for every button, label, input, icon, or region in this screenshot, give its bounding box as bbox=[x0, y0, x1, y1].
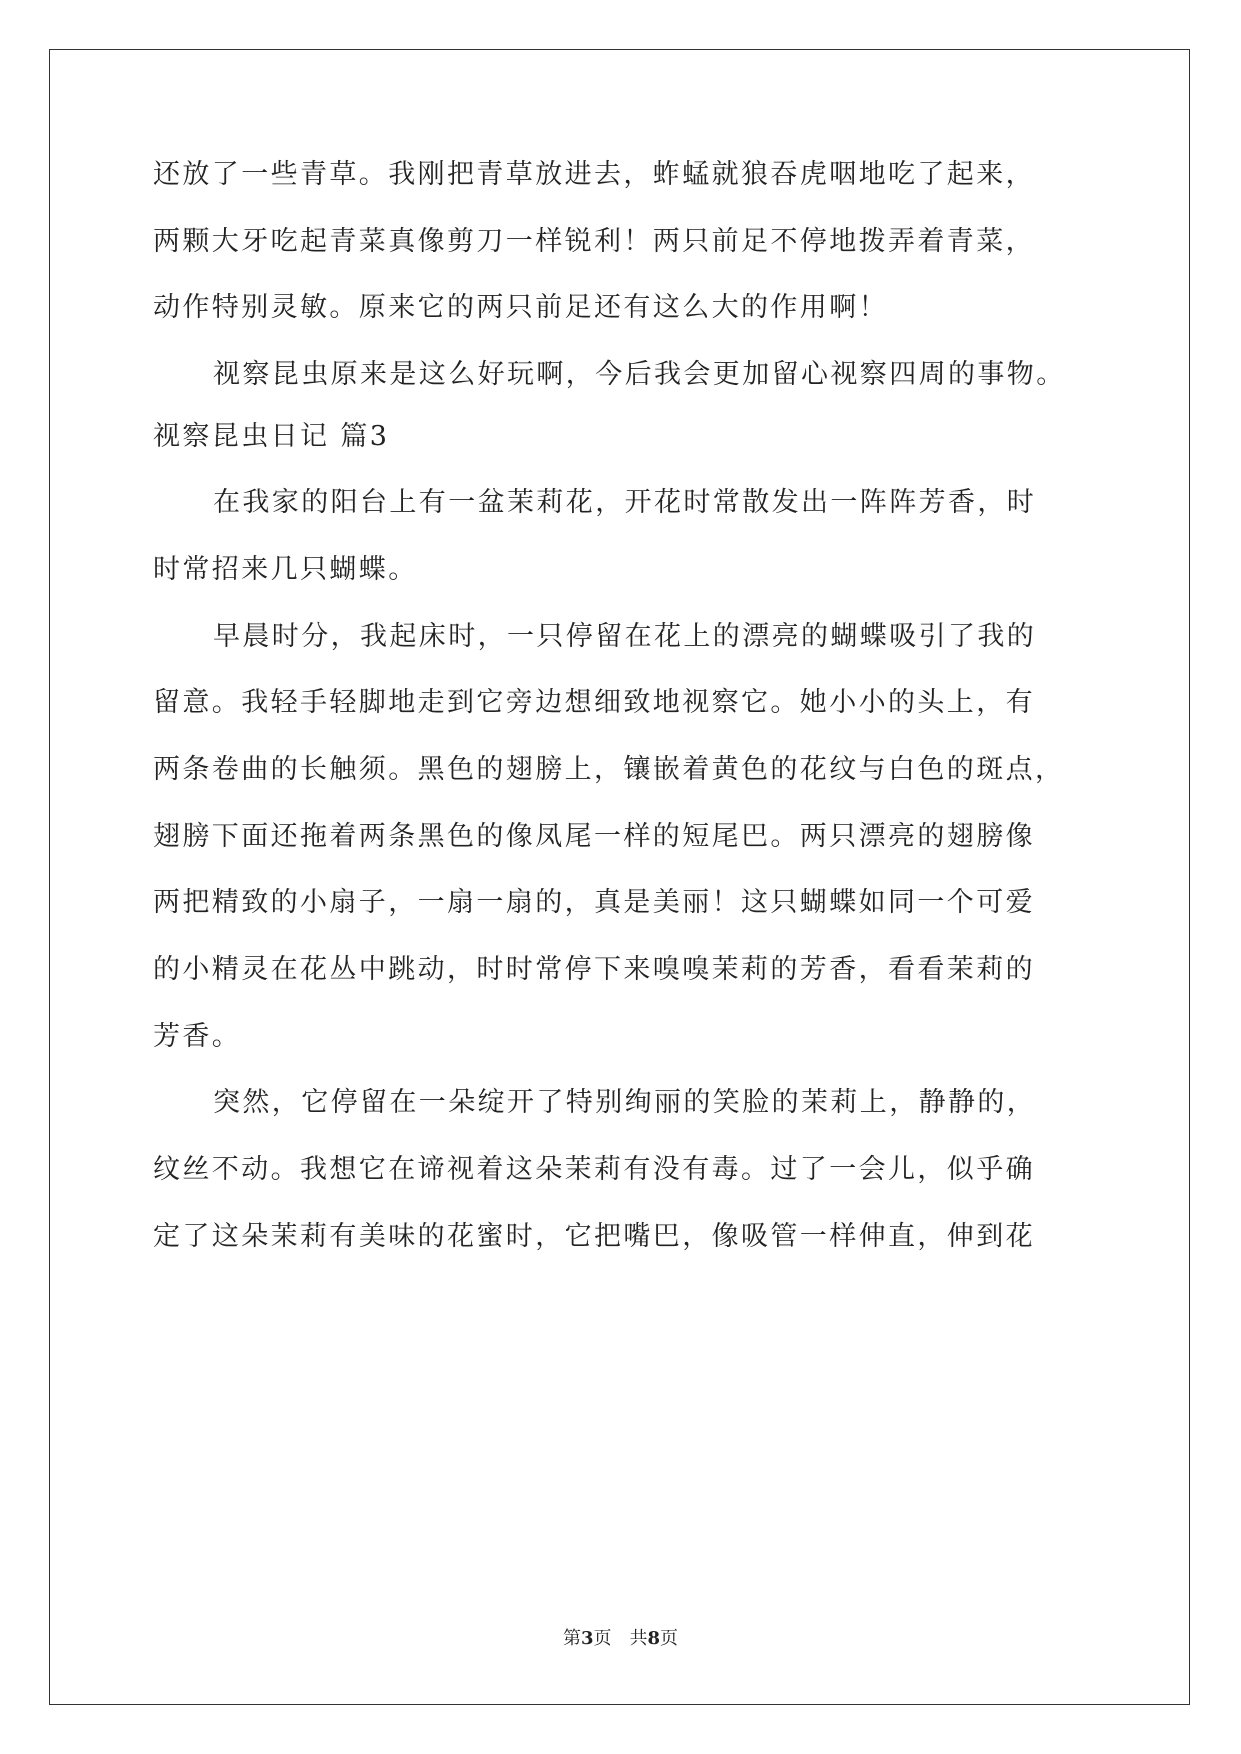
text-line: 的小精灵在花丛中跳动，时时常停下来嗅嗅茉莉的芳香，看看茉莉的 bbox=[153, 954, 1035, 985]
text-line: 留意。我轻手轻脚地走到它旁边想细致地视察它。她小小的头上，有 bbox=[153, 687, 1035, 718]
text-line: 突然，它停留在一朵绽开了特别绚丽的笑脸的茉莉上，静静的， bbox=[213, 1087, 1037, 1118]
text-line: 视察昆虫原来是这么好玩啊，今后我会更加留心视察四周的事物。 bbox=[213, 359, 1066, 390]
footer-suffix: 页 bbox=[660, 1628, 679, 1649]
text-line: 两条卷曲的长触须。黑色的翅膀上，镶嵌着黄色的花纹与白色的斑点， bbox=[153, 754, 1065, 785]
text-line: 定了这朵茉莉有美味的花蜜时，它把嘴巴，像吸管一样伸直，伸到花 bbox=[153, 1221, 1035, 1252]
section-heading: 视察昆虫日记 篇3 bbox=[153, 421, 390, 452]
text-line: 还放了一些青草。我刚把青草放进去，蚱蜢就狼吞虎咽地吃了起来， bbox=[153, 159, 1035, 190]
text-line: 早晨时分，我起床时，一只停留在花上的漂亮的蝴蝶吸引了我的 bbox=[213, 621, 1037, 652]
text-line: 时常招来几只蝴蝶。 bbox=[153, 554, 418, 585]
text-line: 动作特别灵敏。原来它的两只前足还有这么大的作用啊！ bbox=[153, 292, 888, 323]
page-footer bbox=[0, 1628, 1241, 1650]
text-line: 在我家的阳台上有一盆茉莉花，开花时常散发出一阵阵芳香，时 bbox=[213, 487, 1037, 518]
total-page-number: 8 bbox=[647, 1628, 661, 1649]
text-line: 两颗大牙吃起青菜真像剪刀一样锐利！两只前足不停地拨弄着青菜， bbox=[153, 226, 1035, 257]
current-page-number: 3 bbox=[580, 1628, 594, 1649]
text-line: 翅膀下面还拖着两条黑色的像凤尾一样的短尾巴。两只漂亮的翅膀像 bbox=[153, 821, 1035, 852]
footer-prefix: 第 bbox=[562, 1628, 581, 1649]
text-line: 两把精致的小扇子，一扇一扇的，真是美丽！这只蝴蝶如同一个可爱 bbox=[153, 887, 1035, 918]
text-line: 芳香。 bbox=[153, 1021, 242, 1052]
text-line: 纹丝不动。我想它在谛视着这朵茉莉有没有毒。过了一会儿，似乎确 bbox=[153, 1154, 1035, 1185]
footer-middle: 页 共 bbox=[593, 1628, 648, 1649]
